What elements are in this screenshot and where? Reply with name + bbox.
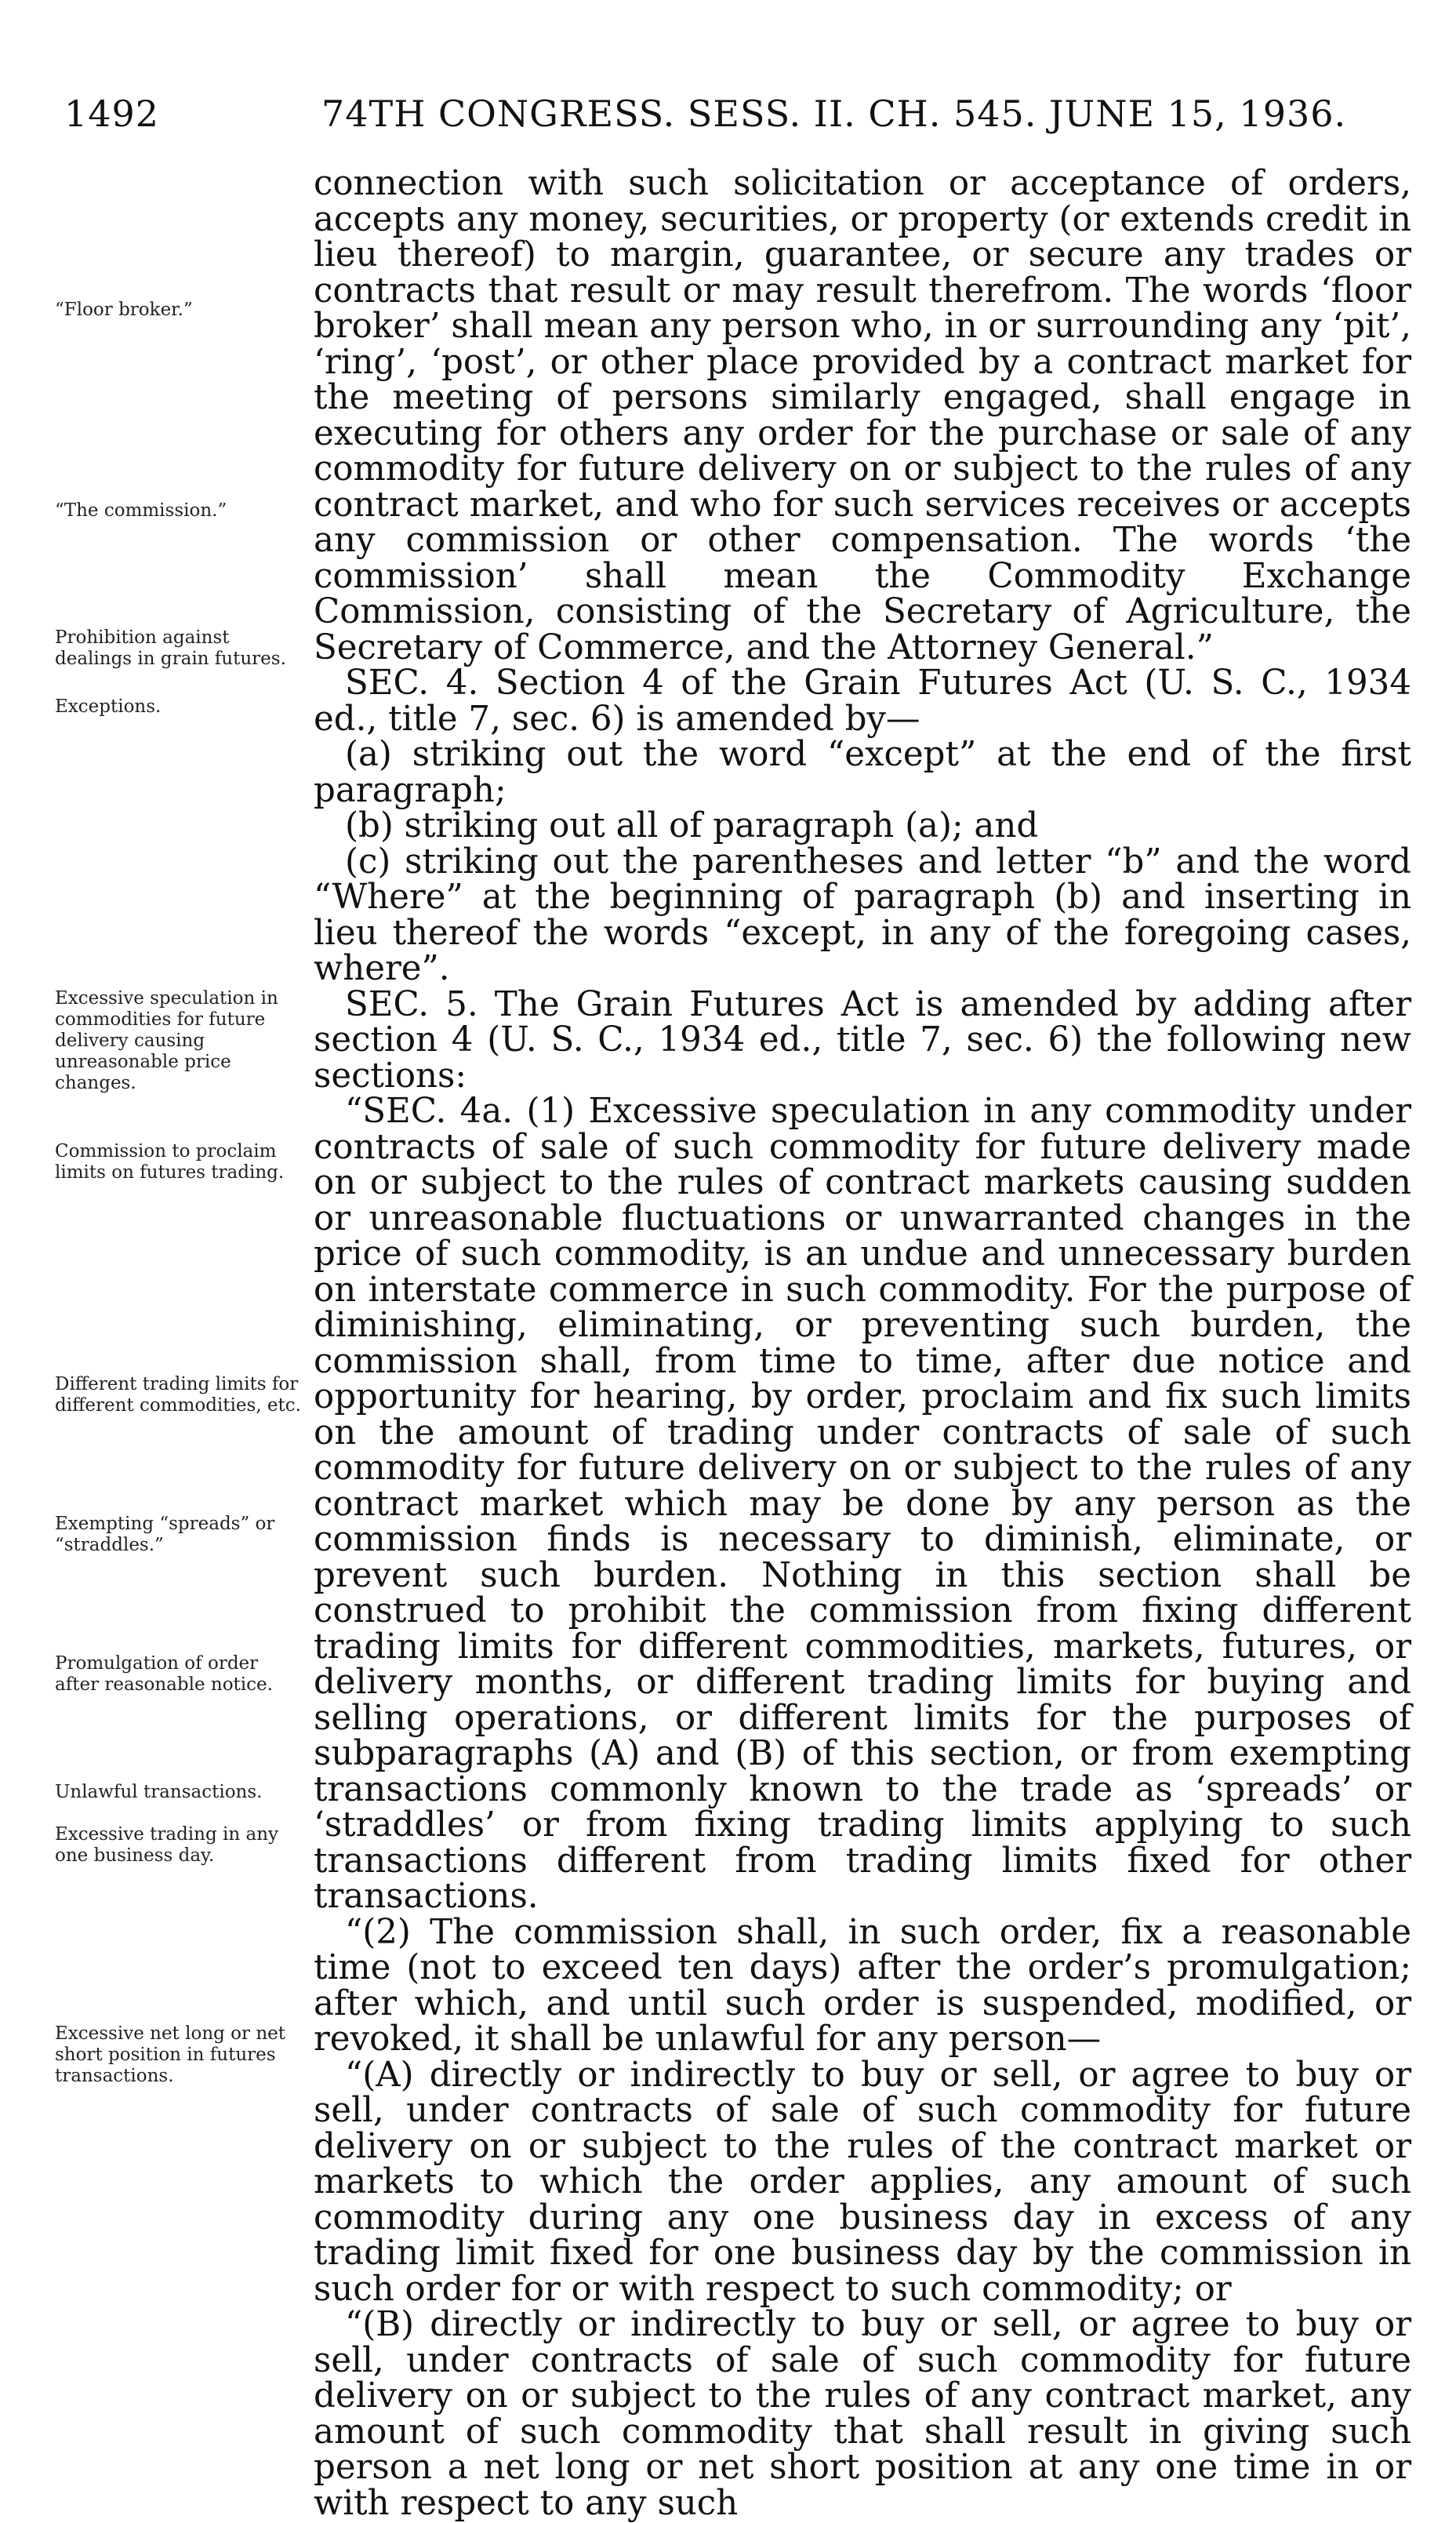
margin-note: Prohibition against dealings in grain futures. (55, 627, 286, 669)
margin-note: Excessive net long or net short position in futures transactions. (55, 2023, 285, 2086)
paragraph: “(B) directly or indirectly to buy or sell, or agree to buy or sell, under contracts of sale of such commodity for future delivery on or subject to the rules of any contract market, any amount of such commodity that shall result in giving such person a net long or net short position at any one time in or with respect to any such (314, 2305, 1411, 2523)
paragraph: “(A) directly or indirectly to buy or sell, or agree to buy or sell, under contracts of sale of such commodity for future delivery on or subject to the rules of the contract market or markets to which the order applies, any amount of such commodity during any one business day in excess of any trading limit fixed for one business day by the commission in such order for or with respect to such commodity; or (314, 2055, 1411, 2309)
paragraph: SEC. 4. Section 4 of the Grain Futures Act (U. S. C., 1934 ed., title 7, sec. 6) is amended by— (314, 663, 1411, 739)
margin-note: Exempting “spreads” or “straddles.” (55, 1514, 275, 1555)
page-number: 1492 (64, 93, 160, 135)
paragraph: SEC. 5. The Grain Futures Act is amended by adding after section 4 (U. S. C., 1934 ed., title 7, sec. 6) the following new sections: (314, 984, 1411, 1096)
running-head: 74TH CONGRESS. SESS. II. CH. 545. JUNE 15, 1936. (321, 93, 1347, 135)
margin-note: Unlawful transactions. (55, 1782, 263, 1802)
margin-note: “The commission.” (55, 500, 227, 521)
margin-note: Different trading limits for different commodities, etc. (55, 1374, 301, 1416)
paragraph: (b) striking out all of paragraph (a); and (345, 806, 1039, 845)
margin-note: “Floor broker.” (55, 300, 193, 320)
margin-note: Excessive trading in any one business day. (55, 1824, 279, 1866)
margin-note: Promulgation of order after reasonable notice. (55, 1653, 273, 1695)
margin-note: Exceptions. (55, 696, 162, 717)
main-text (314, 166, 1411, 2521)
paragraph: connection with such solicitation or acceptance of orders, accepts any money, securities, or property (or extends credit in lieu thereof) to margin, guarantee, or secure any trades or contracts that result or may result therefrom. The words ‘floor broker’ shall mean any person who, in or surrounding any ‘pit’, ‘ring’, ‘post’, or other place provided by a contract market for the meeting of persons similarly engaged, shall engage in executing for others any order for the purchase or sale of any commodity for future delivery on or subject to the rules of any contract market, and who for such services receives or accepts any commission or other compensation. The words ‘the commission’ shall mean the Commodity Exchange Commission, consisting of the Secretary of Agriculture, the Secretary of Commerce, and the Attorney General.” (314, 164, 1411, 667)
paragraph: “(2) The commission shall, in such order, fix a reasonable time (not to exceed ten days) after the order’s promulgation; after which, and until such order is suspended, modified, or revoked, it shall be unlawful for any person— (314, 1912, 1411, 2059)
margin-note: Commission to proclaim limits on futures trading. (55, 1141, 285, 1183)
margin-note: Excessive speculation in commodities for future delivery causing unreasonable price changes. (55, 988, 278, 1093)
paragraph: “SEC. 4a. (1) Excessive speculation in any commodity under contracts of sale of such commodity for future delivery made on or subject to the rules of contract markets causing sudden or unreasonable fluctuations or unwarranted changes in the price of such commodity, is an undue and unnecessary burden on interstate commerce in such commodity. For the purpose of diminishing, eliminating, or preventing such burden, the commission shall, from time to time, after due notice and opportunity for hearing, by order, proclaim and fix such limits on the amount of trading under contracts of sale of such commodity for future delivery on or subject to the rules of any contract market which may be done by any person as the commission finds is necessary to diminish, eliminate, or prevent such burden. Nothing in this section shall be construed to prohibit the commission from fixing different trading limits for different commodities, markets, futures, or delivery months, or different trading limits for buying and selling operations, or different limits for the purposes of subparagraphs (A) and (B) of this section, or from exempting transactions commonly known to the trade as ‘spreads’ or ‘straddles’ or from fixing trading limits applying to such transactions different from trading limits fixed for other transactions. (314, 1092, 1411, 1916)
paragraph: (a) striking out the word “except” at the end of the first paragraph; (314, 735, 1411, 810)
paragraph: (c) striking out the parentheses and letter “b” and the word “Where” at the beginning of paragraph (b) and inserting in lieu thereof the words “except, in any of the foregoing cases, where”. (314, 842, 1411, 988)
